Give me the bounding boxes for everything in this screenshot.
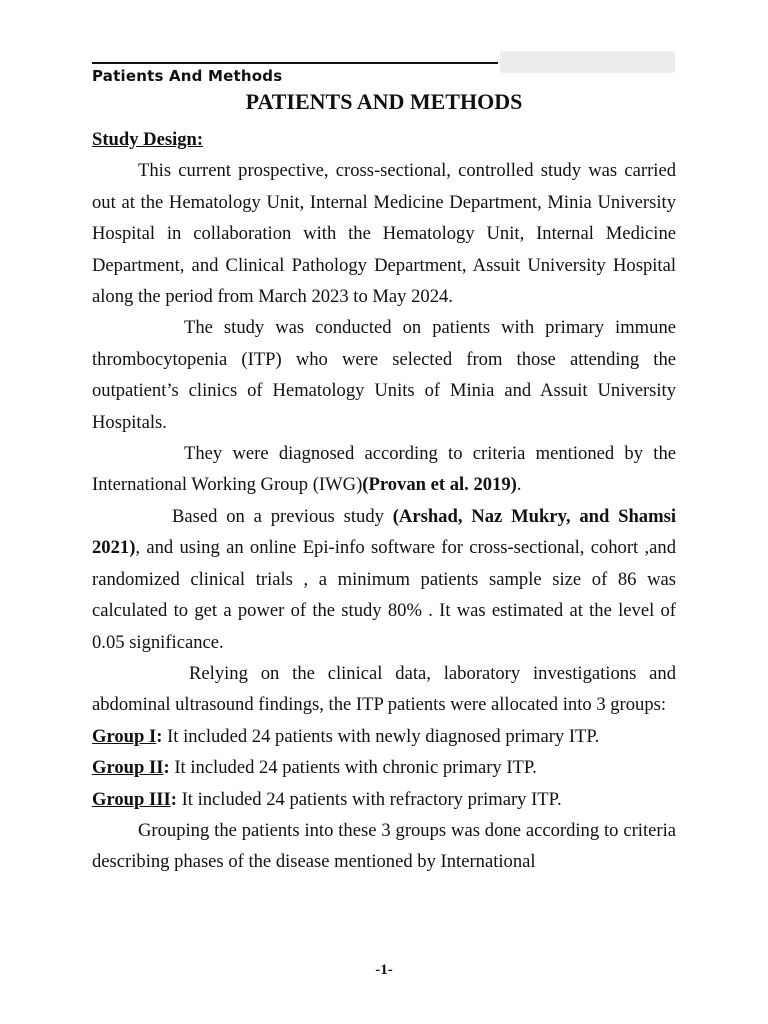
group-item-2: Group II: It included 24 patients with chronic primary ITP. [92, 757, 537, 779]
paragraph-allocation: Relying on the clinical data, laboratory investigations and abdominal ultrasound findings, the ITP patients were allocated into 3 groups: [92, 662, 676, 716]
page-title: PATIENTS AND METHODS [245, 89, 523, 114]
paragraph-diagnosis: They were diagnosed according to criteria mentioned by the International Working Group (IWG)(Provan et al. 2019). [92, 443, 676, 496]
group-item-1: Group I: It included 24 patients with newly diagnosed primary ITP. [92, 725, 600, 747]
paragraph-study-population: The study was conducted on patients with primary immune thrombocytopenia (ITP) who were selected from those attending the outpatient’s clinics of Hematology Units of Minia and Assuit University Hospitals. [92, 317, 676, 433]
group-label: Group II [92, 757, 164, 779]
group-label: Group III [92, 788, 171, 810]
citation-provan: (Provan et al. 2019) [362, 474, 517, 496]
paragraph-sample-size: Based on a previous study (Arshad, Naz Mukry, and Shamsi 2021), and using an online Epi-info software for cross-sectional, cohort ,and randomized clinical trials , a minimum patients sample size of 86 was calculated to get a power of the study 80% . It was estimated at the level of 0.05 significance. [92, 505, 676, 653]
document-body [92, 124, 676, 878]
header-rule [92, 62, 498, 64]
paragraph-study-setting: This current prospective, cross-sectional, controlled study was carried out at the Hematology Unit, Internal Medicine Department, Minia University Hospital in collaboration with the Hematology Unit, Internal Medicine Department, and Clinical Pathology Department, Assuit University Hospital along the period from March 2023 to May 2024. [92, 160, 676, 308]
citation-arshad: (Arshad, Naz Mukry, and Shamsi 2021) [92, 505, 676, 559]
group-item-3: Group III: It included 24 patients with refractory primary ITP. [92, 788, 562, 810]
group-label: Group I [92, 725, 157, 747]
section-heading: Study Design: [92, 129, 204, 150]
running-head: Patients And Methods [92, 67, 283, 85]
page-number: -1- [375, 962, 393, 978]
paragraph-grouping-criteria: Grouping the patients into these 3 groups was done according to criteria describing phases of the disease mentioned by International [92, 819, 676, 873]
header-shaded-box [500, 51, 675, 73]
